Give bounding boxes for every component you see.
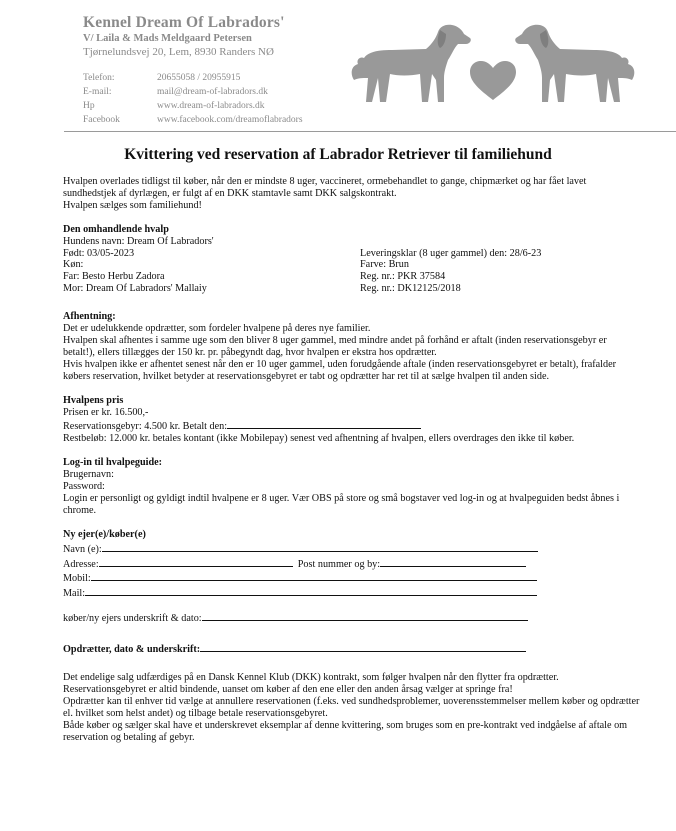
buyer-signature-row	[63, 610, 641, 625]
intro-family-note: Hvalpen sælges som familiehund!	[63, 199, 202, 211]
fee-paid-date-field[interactable]	[227, 418, 421, 429]
price-line: Prisen er kr. 16.500,-	[63, 406, 149, 418]
buyer-postal-label: Post nummer og by:	[297, 558, 381, 570]
puppy-ready-date: Leveringsklar (8 uger gammel) den: 28/6-23	[360, 247, 542, 259]
mother-reg-number: Reg. nr.: DK12125/2018	[360, 283, 461, 295]
buyer-mail-row	[63, 585, 641, 600]
pickup-heading: Afhentning:	[63, 311, 116, 323]
remaining-amount: Restbeløb: 12.000 kr. betales kontant (ikke Mobilepay) senest ved afhentning af hvalpen, ellers overdrages den ikke til køber.	[63, 433, 575, 445]
buyer-heading: Ny ejer(e)/køber(e)	[63, 528, 146, 540]
buyer-name-label: Navn (e):	[63, 543, 102, 555]
puppy-name: Hundens navn: Dream Of Labradors'	[63, 235, 214, 247]
price-heading: Hvalpens pris	[63, 394, 124, 406]
heart-icon	[470, 61, 516, 100]
contact-facebook	[83, 115, 303, 129]
contact-phone	[83, 73, 303, 87]
footer-paragraph-3: Opdrætter kan til enhver tid vælge at annullere reservationen (f.eks. ved sundhedsproblemer, uoverensstemmelser mellem køber og opdrætter el. hvilket som helst andet) og tilbage betale reservationsgebyret.	[63, 695, 640, 719]
contact-phone-value: 20655058 / 20955915	[157, 73, 241, 83]
buyer-signature-field[interactable]	[202, 610, 528, 621]
footer-paragraph-1: Det endelige salg udfærdiges på en Dansk Kennel Klub (DKK) kontrakt, som følger hvalpen når den flytter fra opdrætter.	[63, 672, 559, 684]
right-labrador-icon	[515, 25, 634, 102]
contact-facebook-label: Facebook	[83, 115, 120, 125]
buyer-signature-label: køber/ny ejers underskrift & dato:	[63, 613, 202, 625]
breeder-signature-label: Opdrætter, dato & underskrift:	[63, 644, 201, 656]
buyer-mobile-row	[63, 570, 641, 585]
footer-paragraph-4: Både køber og sælger skal have et underskrevet eksemplar af denne kvittering, som bruges som en pre-kontrakt ved indgåelse af aftale om reservation og betaling af gebyr.	[63, 719, 628, 743]
labradors-heart-logo	[348, 22, 638, 108]
contact-homepage-label: Hp	[83, 101, 95, 111]
contact-block	[83, 73, 303, 129]
father-reg-number: Reg. nr.: PKR 37584	[360, 271, 446, 283]
contact-email	[83, 87, 303, 101]
breeder-signature-field[interactable]	[200, 641, 526, 652]
buyer-name-row	[63, 541, 641, 556]
buyer-postal-field[interactable]	[380, 556, 526, 567]
login-note: Login er personligt og gyldigt indtil hvalpene er 8 uger. Vær OBS på store og små bogstaver ved log-in og at hvalpeguiden bedst åbnes i chrome.	[63, 492, 620, 516]
reservation-fee-row	[63, 418, 641, 433]
intro-paragraph: Hvalpen overlades tidligst til køber, når den er mindste 8 uger, vaccineret, ormebehandlet to gange, chipmærket og har fået lavet sundhedstjek af dyrlægen, er fulgt af en DKK stamtavle samt DKK salgskontrakt.	[63, 176, 587, 199]
puppy-birth-date: Født: 03/05-2023	[63, 247, 135, 259]
kennel-name: Kennel Dream Of Labradors'	[83, 14, 285, 31]
puppy-details	[63, 248, 641, 296]
puppy-color: Farve: Brun	[360, 259, 409, 271]
kennel-address: Tjørnelundsvej 20, Lem, 8930 Randers NØ	[83, 46, 274, 58]
buyer-mail-label: Mail:	[63, 588, 86, 600]
kennel-owners: V/ Laila & Mads Meldgaard Petersen	[83, 33, 252, 44]
puppy-heading: Den omhandlende hvalp	[63, 223, 169, 235]
document-title: Kvittering ved reservation af Labrador Retriever til familiehund	[124, 146, 552, 163]
buyer-mobile-label: Mobil:	[63, 573, 91, 585]
buyer-mobile-field[interactable]	[91, 570, 537, 581]
buyer-address-label: Adresse:	[63, 558, 99, 570]
pickup-paragraph-3: Hvis hvalpen ikke er afhentet senest når den er 10 uger gammel, uden forudgående aftale (inden reservationsgebyret er betalt), frafalder købers reservation, hvilket betyder at reservationsgebyret er tabt og opdrætter har ret til at sælge hvalpen til anden side.	[63, 358, 616, 382]
contact-email-value[interactable]: mail@dream-of-labradors.dk	[157, 87, 268, 97]
puppy-father: Far: Besto Herbu Zadora	[63, 271, 165, 283]
left-labrador-icon	[352, 25, 471, 102]
login-username: Brugernavn:	[63, 469, 114, 481]
header-divider	[64, 131, 676, 132]
login-heading: Log-in til hvalpeguide:	[63, 457, 163, 469]
buyer-address-field[interactable]	[99, 556, 293, 567]
puppy-mother: Mor: Dream Of Labradors' Mallaiy	[63, 283, 207, 295]
footer-paragraph-2: Reservationsgebyret er altid bindende, uanset om køber af den ene eller den anden årsag vælger at springe fra!	[63, 684, 513, 695]
login-password: Password:	[63, 481, 105, 493]
buyer-name-field[interactable]	[102, 541, 538, 552]
breeder-signature-row	[63, 641, 641, 656]
reservation-fee-label: Reservationsgebyr: 4.500 kr. Betalt den:	[63, 421, 228, 433]
contact-email-label: E-mail:	[83, 87, 112, 97]
document-body	[63, 176, 641, 744]
puppy-sex: Køn:	[63, 259, 84, 271]
contact-homepage	[83, 101, 303, 115]
pickup-paragraph-1: Det er udelukkende opdrætter, som fordeler hvalpene på deres nye familier.	[63, 323, 371, 335]
contact-homepage-value[interactable]: www.dream-of-labradors.dk	[157, 101, 265, 111]
contact-facebook-value[interactable]: www.facebook.com/dreamoflabradors	[157, 115, 303, 125]
contact-phone-label: Telefon:	[83, 73, 115, 83]
buyer-mail-field[interactable]	[85, 585, 537, 596]
pickup-paragraph-2: Hvalpen skal afhentes i samme uge som den bliver 8 uger gammel, med mindre andet på forhånd er aftalt (inden reservationsgebyr er betalt!), ellers tillægges der 150 kr. pr. påbegyndt dag, hvor hvalpen er ekstra hos opdrætter.	[63, 334, 607, 358]
buyer-address-row	[63, 556, 641, 571]
